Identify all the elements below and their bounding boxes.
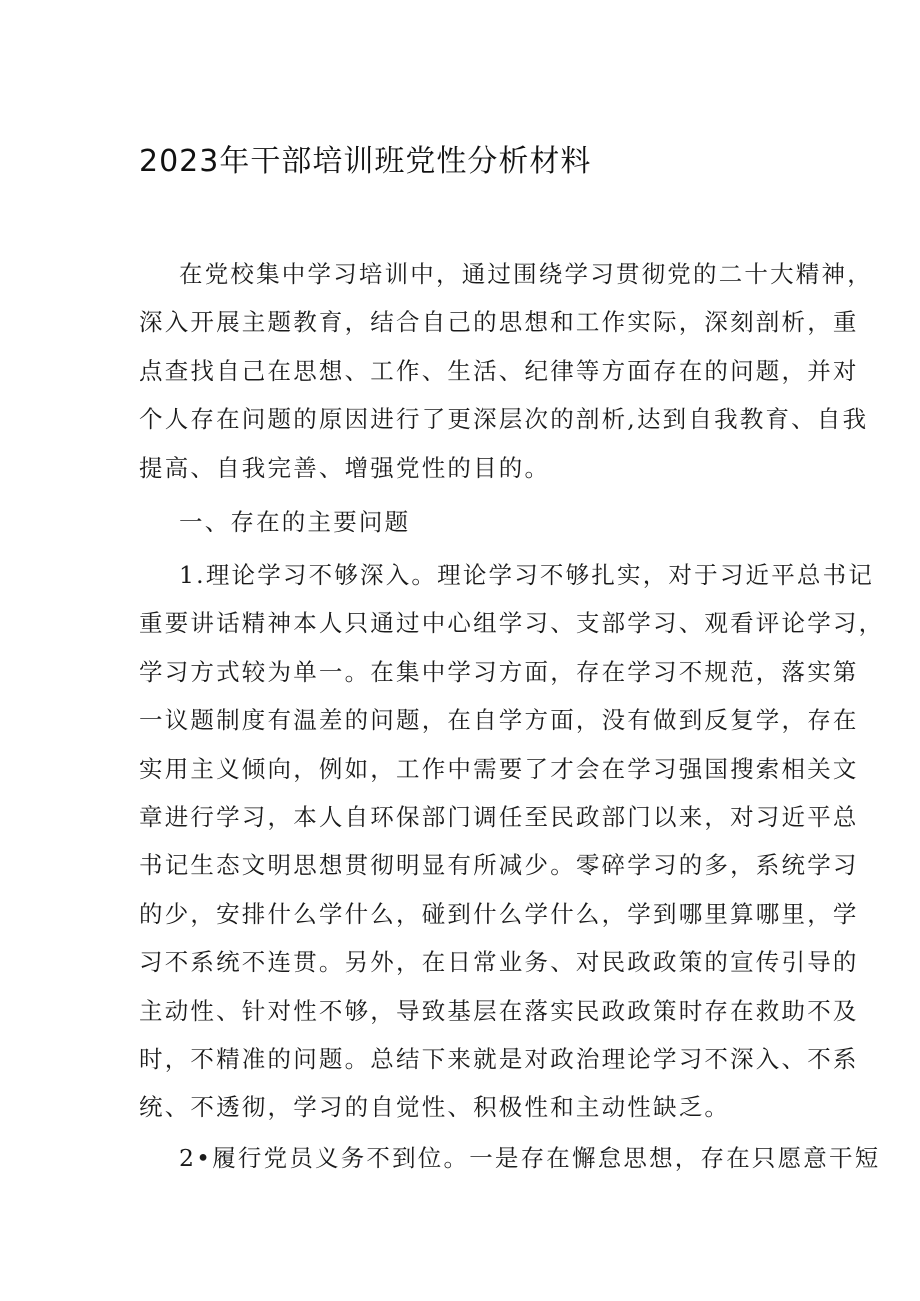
paragraph-line: 点查找自己在思想、工作、生活、纪律等方面存在的问题，并对 [139,356,859,385]
paragraph-line: 统、不透彻，学习的自觉性、积极性和主动性缺乏。 [139,1093,731,1122]
paragraph-line: 书记生态文明思想贯彻明显有所减少。零碎学习的多，系统学习 [139,851,859,880]
paragraph-line: 的少，安排什么学什么，碰到什么学什么，学到哪里算哪里，学 [139,899,859,928]
paragraph-line: 主动性、针对性不够，导致基层在落实民政政策时存在救助不及 [139,996,859,1025]
paragraph-line: 重要讲话精神本人只通过中心组学习、支部学习、观看评论学习， [139,609,885,638]
intro-paragraph [139,250,873,492]
paragraph-line: 提高、自我完善、增强党性的目的。 [139,453,551,482]
document-title: 2023年干部培训班党性分析材料 [139,144,592,179]
section-heading-text: 一、存在的主要问题 [179,508,411,536]
paragraph-line: 一议题制度有温差的问题，在自学方面，没有做到反复学，存在 [139,706,859,735]
paragraph-line: 习不系统不连贯。另外，在日常业务、对民政政策的宣传引导的 [139,948,859,977]
paragraph-line: 学习方式较为单一。在集中学习方面，存在学习不规范，落实第 [139,657,859,686]
paragraph-line: 在党校集中学习培训中，通过围绕学习贯彻党的二十大精神， [179,260,873,288]
paragraph-line: 深入开展主题教育，结合自己的思想和工作实际，深刻剖析，重 [139,308,859,337]
paragraph-line: 章进行学习，本人自环保部门调任至民政部门以来，对习近平总 [139,803,859,832]
section-heading [139,498,799,546]
issue-2-paragraph [139,1134,881,1182]
paragraph-line: 个人存在问题的原因进行了更深层次的剖析,达到自我教育、自我 [139,405,869,434]
paragraph-line: 2•履行党员义务不到位。一是存在懈怠思想，存在只愿意干短 [179,1144,881,1172]
paragraph-line: 时，不精准的问题。总结下来就是对政治理论学习不深入、不系 [139,1045,859,1074]
paragraph-line: 实用主义倾向，例如，工作中需要了才会在学习强国搜索相关文 [139,754,859,783]
issue-1-paragraph [139,551,885,1132]
paragraph-line: 1.理论学习不够深入。理论学习不够扎实，对于习近平总书记 [179,561,875,589]
